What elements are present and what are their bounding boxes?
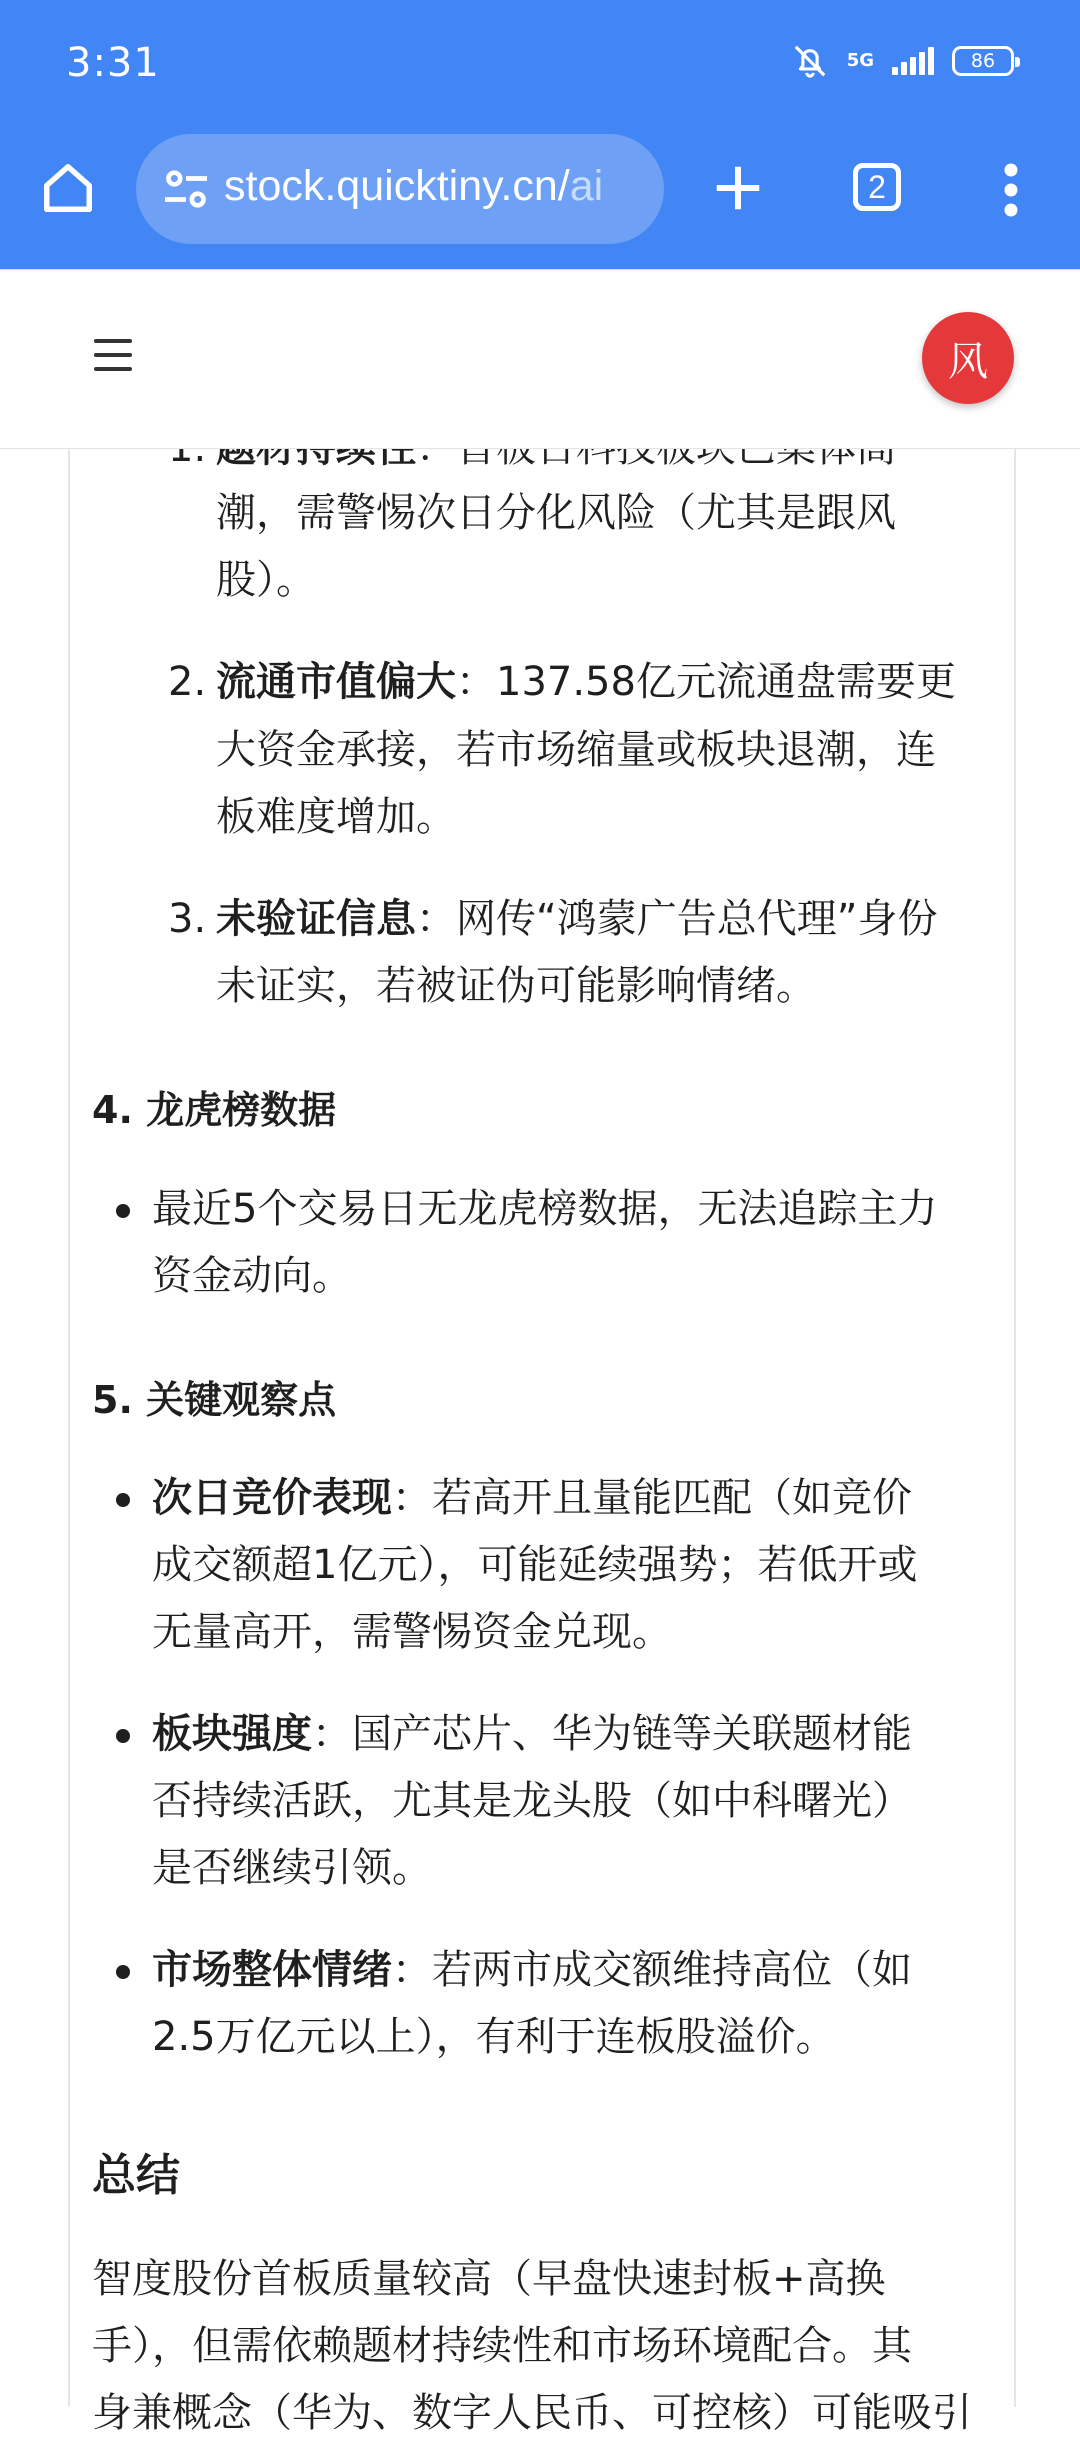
status-time: 3:31 [66,40,160,86]
more-options-icon[interactable] [994,160,1028,220]
url-text[interactable]: stock.quicktiny.cn/ai [224,162,604,210]
battery-icon: 86 [952,46,1014,76]
signal-icon [892,47,934,75]
site-header [0,269,1080,449]
summary-line: 手），但需依赖题材持续性和市场环境配合。其 [92,2323,912,2369]
risk-item-2: 流通市值偏大：137.58亿元流通盘需要更 [216,659,956,705]
bullet-dot [116,1204,130,1218]
network-type: 5G [846,50,874,71]
bullet-dot [116,1965,130,1979]
site-settings-icon[interactable] [158,161,214,217]
risk-item-2-line3: 板难度增加。 [216,794,456,840]
list-item-line3: 无量高开，需警惕资金兑现。 [152,1609,672,1655]
summary-line: 身兼概念（华为、数字人民币、可控核）可能吸引 [92,2390,972,2436]
list-item: 次日竞价表现：若高开且量能匹配（如竞价 [152,1475,912,1521]
list-item-line2: 2.5万亿元以上），有利于连板股溢价。 [152,2014,836,2060]
menu-icon[interactable] [94,339,132,371]
list-number: 2. [168,659,207,705]
bullet-dot [116,1729,130,1743]
summary-heading: 总结 [92,2150,180,2201]
list-item-line3: 是否继续引领。 [152,1845,432,1891]
home-icon[interactable] [38,158,98,218]
list-item: 板块强度：国产芯片、华为链等关联题材能 [152,1711,912,1757]
list-item: 最近5个交易日无龙虎榜数据，无法追踪主力 [152,1186,938,1232]
list-item-line2: 否持续活跃，尤其是龙头股（如中科曙光） [152,1778,912,1824]
new-tab-icon[interactable] [708,158,768,218]
list-item-line2: 成交额超1亿元），可能延续强势；若低开或 [152,1542,918,1588]
user-avatar[interactable]: 风 [922,312,1014,404]
risk-item-1-line2: 潮，需警惕次日分化风险（尤其是跟风 [216,490,896,536]
bell-off-icon [791,42,829,80]
address-bar[interactable] [136,134,664,244]
list-number: 3. [168,896,207,942]
section-heading: 4. 龙虎榜数据 [92,1088,337,1132]
section-heading: 5. 关键观察点 [92,1378,337,1422]
browser-toolbar [0,0,1080,269]
risk-item-2-line2: 大资金承接，若市场缩量或板块退潮，连 [216,727,936,773]
risk-item-3: 未验证信息：网传“鸿蒙广告总代理”身份 [216,896,938,942]
bullet-dot [116,1493,130,1507]
risk-item-3-line2: 未证实，若被证伪可能影响情绪。 [216,963,816,1009]
risk-item-1-line3: 股）。 [216,557,316,603]
list-item: 市场整体情绪：若两市成交额维持高位（如 [152,1947,912,1993]
list-item-line2: 资金动向。 [152,1253,352,1299]
status-icons [791,42,1014,80]
summary-line: 智度股份首板质量较高（早盘快速封板+高换 [92,2256,886,2302]
tab-switcher-button[interactable]: 2 [853,163,901,211]
